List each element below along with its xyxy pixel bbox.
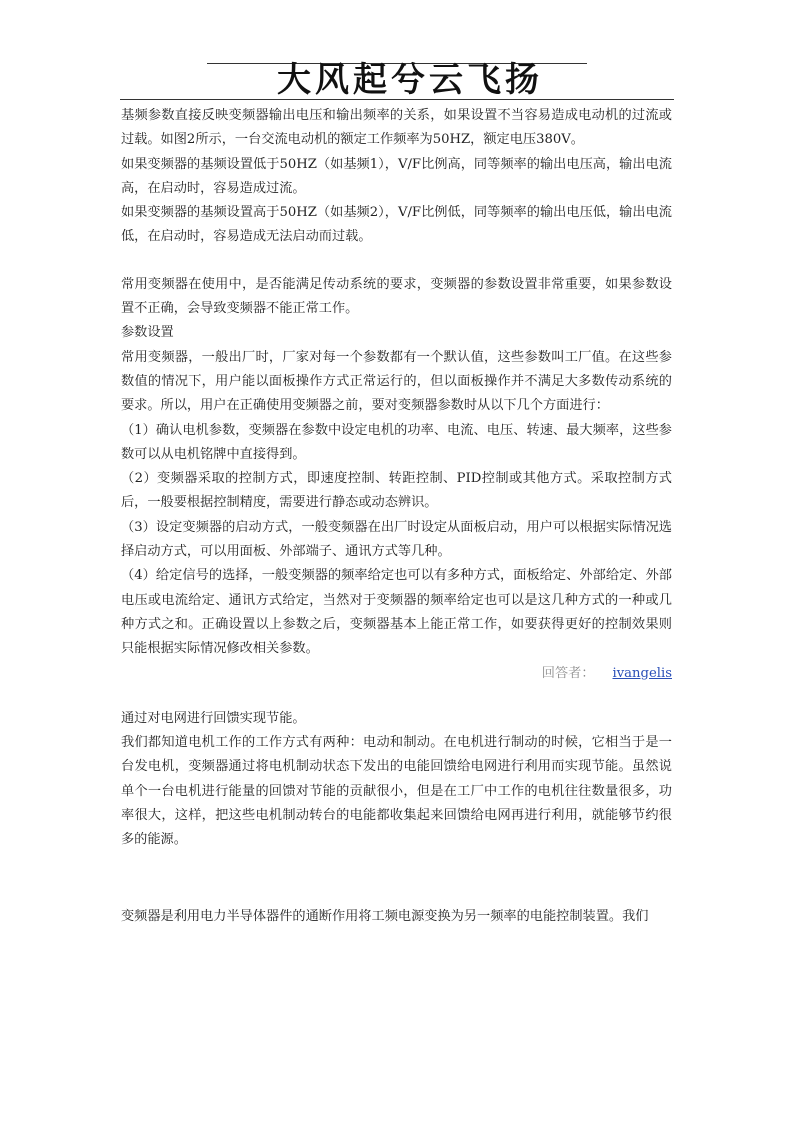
paragraph: 常用变频器在使用中，是否能满足传动系统的要求，变频器的参数设置非常重要，如果参数设置不正确，会导致变频器不能正常工作。	[121, 276, 672, 317]
header-banner: 大风起兮云飞扬	[277, 60, 543, 100]
paragraph: 我们都知道电机工作的工作方式有两种：电动和制动。在电机进行制动的时候，它相当于是一台发电机，变频器通过将电机制动状态下发出的电能回馈给电网进行利用而实现节能。虽然说单个一台电机进行能量的回馈对节能的贡献很小，但是在工厂中工作的电机往往数量很多，功率很大，这样，把这些电机制动转台的电能都收集起来回馈给电网再进行利用，就能够节约很多的能源。	[121, 735, 672, 848]
list-item: （2）变频器采取的控制方式，即速度控制、转距控制、PID控制或其他方式。采取控制方式后，一般要根据控制精度，需要进行静态或动态辨识。	[121, 471, 672, 511]
paragraph: 通过对电网进行回馈实现节能。	[121, 710, 306, 726]
header-rule-bottom	[120, 99, 674, 100]
paragraph: 如果变频器的基频设置低于50HZ（如基频1），V/F比例高，同等频率的输出电压高，输出电流高，在启动时，容易造成过流。	[121, 156, 672, 196]
list-item: （4）给定信号的选择，一般变频器的频率给定也可以有多种方式，面板给定、外部给定、外部电压或电流给定、通讯方式给定，当然对于变频器的频率给定也可以是这几种方式的一种或几种方式之和。正确设置以上参数之后，变频器基本上能正常工作，如要获得更好的控制效果则只能根据实际情况修改相关参数。	[121, 568, 672, 657]
paragraph: 如果变频器的基频设置高于50HZ（如基频2），V/F比例低，同等频率的输出电压低，输出电流低，在启动时，容易造成无法启动而过载。	[121, 205, 672, 245]
answerer-label: 回答者：	[541, 665, 595, 681]
paragraph: 常用变频器，一般出厂时，厂家对每一个参数都有一个默认值，这些参数叫工厂值。在这些参数值的情况下，用户能以面板操作方式正常运行的，但以面板操作并不满足大多数传动系统的要求。所以，用户在正确使用变频器之前，要对变频器参数时从以下几个方面进行：	[121, 349, 672, 414]
article-body	[121, 104, 672, 929]
paragraph: 变频器是利用电力半导体器件的通断作用将工频电源变换为另一频率的电能控制装置。我们	[121, 908, 649, 924]
list-item: （1）确认电机参数，变频器在参数中设定电机的功率、电流、电压、转速、最大频率，这些参数可以从电机铭牌中直接得到。	[121, 422, 672, 462]
paragraph: 基频参数直接反映变频器输出电压和输出频率的关系，如果设置不当容易造成电动机的过流或过载。如图2所示，一台交流电动机的额定工作频率为50HZ，额定电压380V。	[121, 108, 672, 148]
section-heading: 参数设置	[121, 325, 174, 341]
answerer-line	[121, 662, 672, 686]
answerer-link[interactable]: ivangelis	[612, 665, 672, 681]
list-item: （3）设定变频器的启动方式，一般变频器在出厂时设定从面板启动，用户可以根据实际情况选择启动方式，可以用面板、外部端子、通讯方式等几种。	[121, 519, 672, 560]
